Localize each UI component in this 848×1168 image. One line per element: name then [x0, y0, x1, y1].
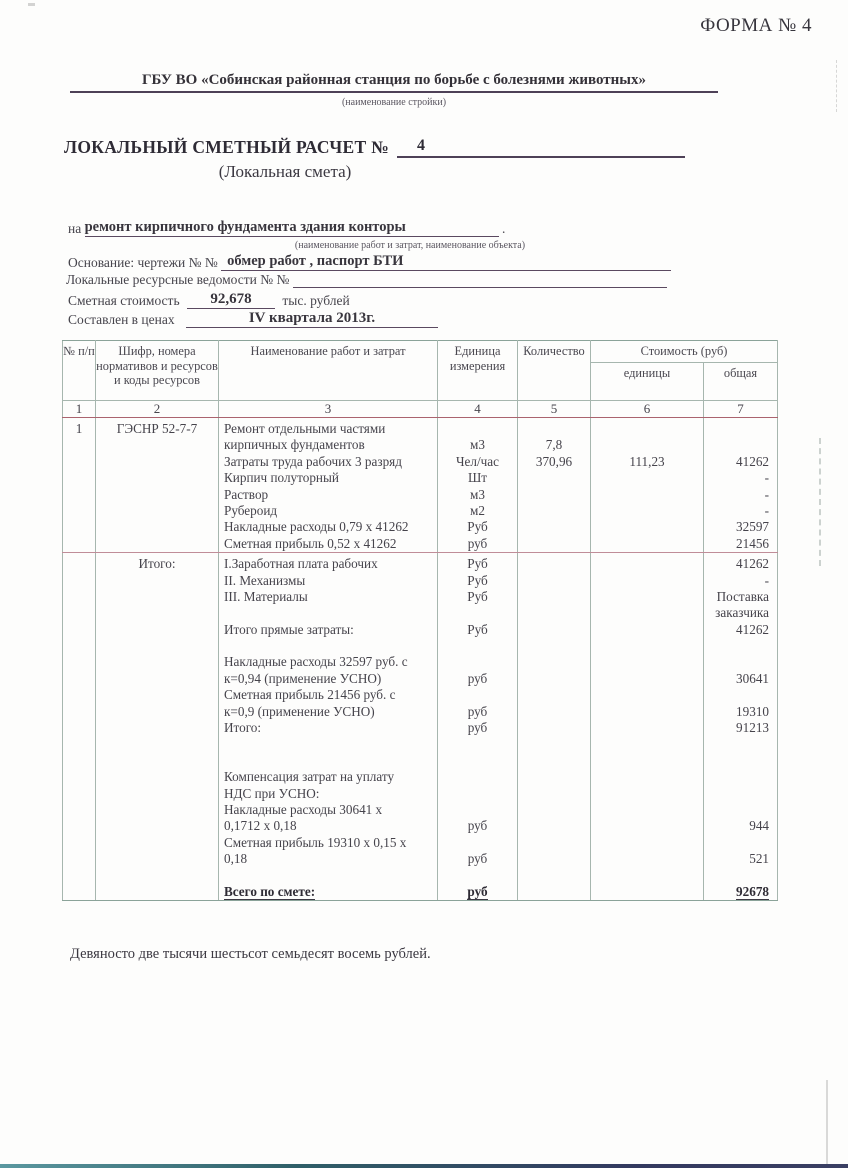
table-line-text: руб: [467, 535, 488, 551]
table-line-text: 111,23: [629, 453, 665, 469]
table-line: [438, 421, 517, 437]
column-number: 6: [591, 401, 704, 418]
table-line: [591, 786, 703, 802]
table-line-text: 32597: [736, 519, 769, 535]
table-line-text: 0,18: [224, 851, 248, 867]
cell-total: [704, 553, 778, 901]
table-line-text: руб: [467, 818, 488, 834]
table-line: [224, 519, 435, 535]
table-line: [518, 818, 590, 834]
table-line: [518, 786, 590, 802]
table-row: [63, 418, 778, 553]
table-line: [438, 868, 517, 884]
table-line: [224, 503, 435, 519]
table-line: [591, 605, 703, 621]
table-line: [518, 519, 590, 535]
header-num: № п/п: [63, 341, 96, 401]
subject-caption: (наименование работ и затрат, наименование объекта): [294, 240, 526, 251]
basis-line: [68, 253, 671, 271]
table-row: [63, 553, 778, 901]
column-number: 7: [704, 401, 778, 418]
table-line-text: руб: [467, 851, 488, 867]
table-line-text: Накладные расходы 30641 х: [224, 801, 383, 817]
table-line: [591, 622, 703, 638]
table-line-text: Накладные расходы 32597 руб. с: [224, 654, 408, 670]
scan-speck: [28, 3, 35, 6]
table-line-text: Накладные расходы 0,79 х 41262: [224, 519, 409, 535]
table-line: [704, 654, 769, 670]
table-line: [438, 573, 517, 589]
amount-in-words: Девяносто две тысячи шестьсот семьдесят восемь рублей.: [70, 946, 431, 962]
table-line: [704, 736, 769, 752]
table-line-text: 19310: [736, 703, 769, 719]
table-line: [704, 851, 769, 867]
table-line: [438, 687, 517, 703]
table-line-text: м3: [470, 437, 485, 453]
document-title: ЛОКАЛЬНЫЙ СМЕТНЫЙ РАСЧЕТ №: [64, 137, 390, 157]
estimate-table-header: [63, 341, 778, 418]
cell-unit: [438, 418, 518, 553]
header-name: Наименование работ и затрат: [219, 341, 438, 401]
subject-value: ремонт кирпичного фундамента здания конторы: [85, 219, 499, 237]
table-line-text: 41262: [736, 556, 769, 572]
table-line: [591, 753, 703, 769]
table-line-text: Раствор: [224, 486, 269, 502]
scan-dash-artifact: [836, 60, 837, 112]
subject-period: .: [501, 221, 506, 236]
prices-label: Составлен в ценах: [68, 312, 175, 327]
table-line: [438, 835, 517, 851]
table-line: [438, 851, 517, 867]
table-line: [224, 421, 435, 437]
table-line: [518, 605, 590, 621]
table-line: [704, 802, 769, 818]
table-line: [224, 622, 435, 638]
cell-num: [63, 553, 96, 901]
subject-prefix: на: [68, 221, 82, 236]
table-line-text: [63, 556, 95, 572]
subject-line: [68, 219, 505, 237]
table-line: [438, 671, 517, 687]
table-line: [518, 654, 590, 670]
table-line-text: -: [764, 502, 769, 518]
table-line: [438, 519, 517, 535]
table-line: [224, 487, 435, 503]
estimate-table: [62, 340, 778, 901]
table-line-text: руб: [467, 883, 488, 899]
header-unit: Единица измерения: [438, 341, 518, 401]
table-line-text: Чел/час: [455, 453, 499, 469]
header-quantity: Количество: [518, 341, 591, 401]
table-line: [224, 818, 435, 834]
table-line-text: Кирпич полуторный: [224, 470, 339, 486]
table-line-text: Руб: [467, 572, 488, 588]
table-line: [591, 573, 703, 589]
table-line-text: -: [764, 470, 769, 486]
table-line-text: Затраты труда рабочих 3 разряд: [224, 453, 402, 469]
table-line: [438, 454, 517, 470]
table-line: [591, 654, 703, 670]
table-line: [591, 536, 703, 552]
form-number-label: ФОРМА № 4: [700, 15, 812, 36]
resource-statements-line: [66, 272, 667, 288]
table-line: [224, 786, 435, 802]
table-line: [591, 851, 703, 867]
table-line: [591, 835, 703, 851]
table-line-text: Шт: [467, 470, 488, 486]
table-line: [704, 720, 769, 736]
table-line: [704, 573, 769, 589]
table-line: [224, 868, 435, 884]
estimate-number: 4: [397, 137, 685, 158]
table-line-text: III. Материалы: [224, 588, 308, 604]
estimate-table-body: [63, 418, 778, 901]
table-line: [518, 487, 590, 503]
table-line-text: Сметная прибыль 0,52 х 41262: [224, 535, 397, 551]
table-line-text: 944: [749, 818, 769, 834]
table-line: [518, 503, 590, 519]
table-line: [224, 884, 435, 900]
table-line: [704, 503, 769, 519]
table-line: [518, 835, 590, 851]
table-line: [591, 556, 703, 572]
table-line: [438, 704, 517, 720]
table-line-text: -: [764, 486, 769, 502]
table-line-text: Поставка: [716, 588, 769, 604]
table-line: [224, 536, 435, 552]
table-line-text: 92678: [736, 883, 769, 899]
table-line: [438, 638, 517, 654]
table-line: [438, 487, 517, 503]
table-line-text: ГЭСНР 52-7-7: [116, 421, 198, 436]
table-line: [704, 437, 769, 453]
cell-name: [219, 553, 438, 901]
table-line-text: Всего по смете:: [224, 883, 316, 899]
organization-name: ГБУ ВО «Собинская районная станция по борьбе с болезнями животных»: [70, 72, 718, 93]
table-line: [518, 573, 590, 589]
column-number: 3: [219, 401, 438, 418]
table-line-text: Компенсация затрат на уплату: [224, 769, 395, 785]
table-line: [438, 503, 517, 519]
table-line-text: 21456: [736, 535, 769, 551]
table-line: [438, 818, 517, 834]
header-cost-total: общая: [704, 363, 778, 401]
column-number: 5: [518, 401, 591, 418]
table-line: [704, 556, 769, 572]
table-line: [224, 573, 435, 589]
table-line-text: Рубероид: [224, 502, 278, 518]
table-line-text: -: [764, 572, 769, 588]
table-line: [704, 536, 769, 552]
table-line: [591, 503, 703, 519]
table-line: [224, 704, 435, 720]
table-line: [704, 454, 769, 470]
table-line-text: Итого:: [138, 556, 176, 572]
scan-right-edge: [826, 1080, 828, 1164]
table-line: [224, 753, 435, 769]
table-line-text: руб: [467, 720, 488, 736]
table-line: [591, 736, 703, 752]
table-line: [224, 605, 435, 621]
table-line-text: руб: [467, 670, 488, 686]
table-line: [704, 638, 769, 654]
table-line: [518, 454, 590, 470]
table-line: [438, 720, 517, 736]
table-line: [518, 736, 590, 752]
table-line: [704, 589, 769, 605]
table-line: [591, 454, 703, 470]
scan-bottom-edge: [0, 1164, 848, 1168]
table-line: [518, 884, 590, 900]
table-line: [438, 736, 517, 752]
cell-ucost: [591, 553, 704, 901]
table-line-text: 41262: [736, 621, 769, 637]
column-number: 2: [96, 401, 219, 418]
table-line: [704, 818, 769, 834]
table-line: [591, 519, 703, 535]
table-line: [591, 704, 703, 720]
table-line: [224, 589, 435, 605]
table-line: [438, 470, 517, 486]
table-line-text: 0,1712 х 0,18: [224, 818, 297, 834]
table-line: [704, 671, 769, 687]
cell-unit: [438, 553, 518, 901]
table-line: [518, 720, 590, 736]
header-code: Шифр, номера нормативов и ресурсов и коды ресурсов: [96, 341, 219, 401]
table-line: [438, 802, 517, 818]
table-line: [438, 536, 517, 552]
table-line: [438, 884, 517, 900]
table-line: [704, 884, 769, 900]
table-line: [518, 851, 590, 867]
table-line: [224, 556, 435, 572]
estimate-cost-line: [68, 291, 350, 309]
table-line: [224, 470, 435, 486]
cost-label: Сметная стоимость: [68, 293, 180, 308]
table-line-text: 1: [75, 421, 83, 436]
table-line: [438, 753, 517, 769]
table-line: [591, 487, 703, 503]
cell-qty: [518, 418, 591, 553]
basis-label: Основание: чертежи № №: [68, 255, 218, 270]
document-subtitle: (Локальная смета): [218, 162, 352, 181]
table-line: [518, 753, 590, 769]
scan-dash-artifact: [819, 438, 821, 566]
table-line-text: Руб: [467, 621, 488, 637]
cost-value: 92,678: [187, 291, 275, 309]
table-line-text: II. Механизмы: [224, 572, 306, 588]
table-line: [591, 671, 703, 687]
column-number: 4: [438, 401, 518, 418]
table-line-text: 41262: [736, 453, 769, 469]
table-line: [518, 769, 590, 785]
table-line: [704, 835, 769, 851]
table-line: [518, 704, 590, 720]
table-line-text: Руб: [467, 556, 488, 572]
table-line: [224, 769, 435, 785]
cost-units: тыс. рублей: [282, 293, 350, 308]
basis-value: обмер работ , паспорт БТИ: [221, 253, 671, 271]
table-line-text: м2: [470, 502, 485, 518]
table-line: [224, 802, 435, 818]
table-line-text: Руб: [467, 519, 488, 535]
table-line-text: I.Заработная плата рабочих: [224, 556, 378, 572]
table-line-text: Ремонт отдельными частями: [224, 421, 386, 436]
table-line: [704, 753, 769, 769]
table-line: [518, 421, 590, 437]
resource-label: Локальные ресурсные ведомости № №: [66, 272, 290, 287]
cell-code: [96, 553, 219, 901]
table-line: [518, 868, 590, 884]
table-line: [591, 687, 703, 703]
table-line: [591, 802, 703, 818]
document-title-row: [64, 137, 685, 158]
table-line-text: заказчика: [715, 605, 769, 621]
table-line: [438, 437, 517, 453]
table-line-text: 370,96: [535, 453, 573, 469]
table-line-text: м3: [470, 486, 485, 502]
table-line: [704, 605, 769, 621]
table-line: [591, 421, 703, 437]
table-line: [438, 605, 517, 621]
table-line: [704, 868, 769, 884]
table-line: [438, 769, 517, 785]
table-line-text: 30641: [736, 670, 769, 686]
table-line-text: руб: [467, 703, 488, 719]
table-line: [704, 622, 769, 638]
table-line-text: 7,8: [545, 437, 563, 453]
table-line: [518, 536, 590, 552]
table-line-text: Итого:: [224, 720, 262, 736]
table-line: [224, 851, 435, 867]
table-line-text: 521: [749, 851, 769, 867]
table-line: [518, 556, 590, 572]
table-line: [438, 786, 517, 802]
table-line: [591, 884, 703, 900]
table-line: [704, 786, 769, 802]
table-line: [518, 589, 590, 605]
table-line: [591, 818, 703, 834]
prices-value: IV квартала 2013г.: [186, 310, 438, 328]
cell-code: [96, 418, 219, 553]
cell-total: [704, 418, 778, 553]
table-line: [704, 769, 769, 785]
table-line: [224, 687, 435, 703]
table-line: [704, 421, 769, 437]
table-line: [591, 720, 703, 736]
table-line: [224, 437, 435, 453]
table-line-text: к=0,94 (применение УСНО): [224, 670, 382, 686]
table-line: [224, 638, 435, 654]
resource-blank-line: [293, 273, 667, 288]
table-line: [224, 654, 435, 670]
table-line-text: Сметная прибыль 19310 х 0,15 х: [224, 834, 407, 850]
cell-qty: [518, 553, 591, 901]
table-line: [591, 437, 703, 453]
cell-name: [219, 418, 438, 553]
table-line: [518, 638, 590, 654]
table-line-text: к=0,9 (применение УСНО): [224, 703, 375, 719]
table-line: [591, 868, 703, 884]
table-line-text: Итого прямые затраты:: [224, 621, 354, 637]
header-cost-group: Стоимость (руб): [591, 341, 778, 363]
table-line-text: НДС при УСНО:: [224, 785, 320, 801]
table-line: [224, 671, 435, 687]
table-line: [591, 769, 703, 785]
column-numbers-row: [63, 401, 778, 418]
table-line: [591, 470, 703, 486]
table-line: [224, 720, 435, 736]
table-line: [438, 556, 517, 572]
table-line: [704, 704, 769, 720]
header-cost-unit: единицы: [591, 363, 704, 401]
table-line: [224, 835, 435, 851]
cell-ucost: [591, 418, 704, 553]
prices-line: [68, 310, 438, 328]
table-line: [518, 671, 590, 687]
table-line: [704, 487, 769, 503]
table-line: [704, 470, 769, 486]
table-line-text: Руб: [467, 588, 488, 604]
cell-num: [63, 418, 96, 553]
table-line: [438, 589, 517, 605]
table-line: [704, 687, 769, 703]
table-line: [518, 470, 590, 486]
table-line: [224, 736, 435, 752]
table-line: [438, 622, 517, 638]
table-line: [224, 454, 435, 470]
table-line-text: кирпичных фундаментов: [224, 437, 365, 453]
table-line: [518, 802, 590, 818]
table-line: [518, 437, 590, 453]
table-line-text: 91213: [736, 720, 769, 736]
table-line: [518, 687, 590, 703]
column-number: 1: [63, 401, 96, 418]
table-line: [704, 519, 769, 535]
organization-caption: (наименование стройки): [341, 97, 447, 108]
table-line: [591, 638, 703, 654]
table-line: [438, 654, 517, 670]
table-line: [518, 622, 590, 638]
table-line: [591, 589, 703, 605]
table-line-text: Сметная прибыль 21456 руб. с: [224, 687, 396, 703]
